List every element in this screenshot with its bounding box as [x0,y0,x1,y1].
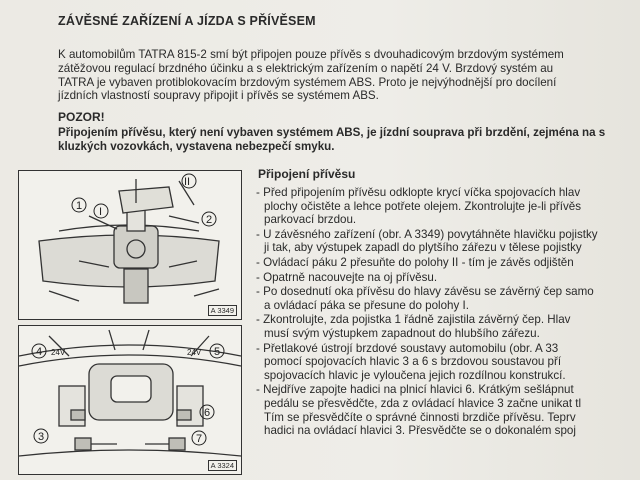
figure-label: A 3324 [208,460,237,471]
callout-4: 4 [36,346,43,358]
list-item-line: pedálu se přesvědčte, zda z ovládací hlavice 3 začne unikat tl [264,396,582,410]
callout-2: 2 [206,214,213,226]
list-item-line: plochy očistěte a lehce potřete olejem. Zkontrolujte je-li přívěs [264,199,582,213]
callout-5: 5 [214,346,221,358]
list-item [256,186,640,227]
list-item [256,342,640,383]
warning-line: kluzkých vozovkách, vystavena nebezpečí smyku. [58,140,335,153]
list-item-line: hadici na ovládací hlavici 3. Přesvědčte se o dokonalém spoj [264,424,576,438]
list-item [256,228,640,255]
list-item-line: - Opatrně nacouvejte na oj přívěsu. [256,270,438,284]
list-item-line: - Přetlakové ústrojí brzdové soustavy automobilu (obr. A 33 [256,341,559,355]
callout-II: II [184,176,191,188]
list-item-line: musí svým výstupkem zapadnout do hlubšího zářezu. [264,326,540,340]
list-item-line: spojovacích hlavic je vyloučena jejich rozdílnou konstrukcí. [264,368,566,382]
callout-3: 3 [38,431,45,443]
list-item [256,383,640,437]
callout-6: 6 [204,407,211,419]
intro-line: zátěžovou regulací brzdného účinku a s elektrickým zařízením o napětí 24 V. Brzdový systém au [58,61,554,75]
list-item-line: - Zkontrolujte, zda pojistka 1 řádně zajistila závěrný čep. Hlav [256,313,571,327]
list-item [256,313,640,340]
list-item [256,285,640,312]
warning-heading: POZOR! [58,110,105,124]
list-item-line: - U závěsného zařízení (obr. A 3349) povytáhněte hlavičku pojistky [256,227,598,241]
section-title: ZÁVĚSNÉ ZAŘÍZENÍ A JÍZDA S PŘÍVĚSEM [58,14,316,28]
hitch-illustration [19,171,241,319]
subsection-heading: Připojení přívěsu [258,167,356,181]
figure-coupling-heads [18,325,242,475]
intro-line: jízdních vlastností soupravy připojit i přívěs se systémem ABS. [58,89,379,103]
list-item-line: pomocí spojovacích hlavic 3 a 6 s brzdovou soustavou pří [264,355,562,369]
intro-paragraph [58,48,640,103]
list-item-line: - Nejdříve zapojte hadici na plnicí hlavici 6. Krátkým sešlápnut [256,383,574,397]
callout-7: 7 [196,433,203,445]
figure-label: A 3349 [208,305,237,316]
warning-line: Připojením přívěsu, který není vybaven systémem ABS, je jízdní souprava při brzdění, zejména na s [58,126,606,139]
voltage-left: 24V [51,348,66,357]
callout-1: 1 [76,200,83,212]
list-item-line: ji tak, aby výstupek zapadl do plytšího zářezu v tělese pojistky [264,241,582,255]
warning-paragraph [58,126,640,154]
list-item [256,271,640,285]
callout-I: I [99,206,103,218]
list-item-line: - Po dosednutí oka přívěsu do hlavy závěsu se závěrný čep samo [256,285,594,299]
list-item-line: - Před připojením přívěsu odklopte krycí víčka spojovacích hlav [256,186,581,199]
instruction-list [256,186,640,439]
list-item [256,256,640,270]
list-item-line: parkovací brzdou. [264,213,357,227]
figure-hitch [18,170,242,320]
list-item-line: - Ovládací páku 2 přesuňte do polohy II - tím je závěs odjištěn [256,255,574,269]
list-item-line: Tím se přesvědčíte o správné činnosti brzdiče přívěsu. Teprv [264,410,576,424]
coupling-illustration [19,326,241,474]
intro-line: K automobilům TATRA 815-2 smí být připojen pouze přívěs s dvouhadicovým brzdovým systémem [58,48,564,61]
intro-line: TATRA je vybaven protiblokovacím brzdovým systémem ABS. Proto je nejvýhodnější pro docílení [58,75,557,89]
voltage-right: 24V [187,348,202,357]
list-item-line: a ovládací páka se přesune do polohy I. [264,298,469,312]
